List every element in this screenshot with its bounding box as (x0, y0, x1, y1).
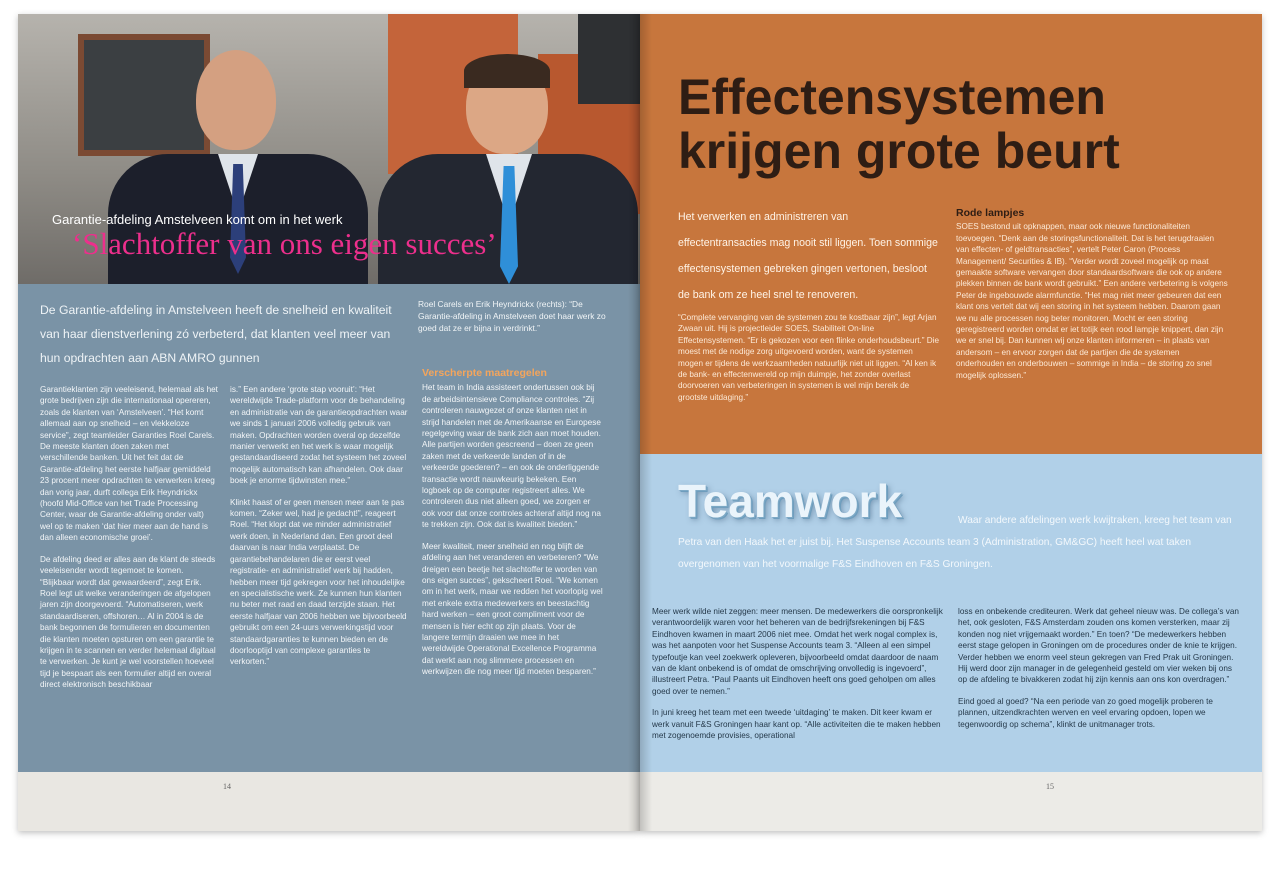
paragraph: In juni kreeg het team met een tweede ‘uitdaging’ te maken. Dit keer kwam er werk vanuit F&S Groningen haar kant op. “Alle activiteiten die te maken hebben met zogenoemde provisies, operational (652, 708, 941, 741)
article-intro: De Garantie-afdeling in Amstelveen heeft de snelheid en kwaliteit van haar dienstverlening zó verbeterd, dat klanten veel meer van hun opdrachten aan ABN AMRO gunnen (40, 303, 392, 365)
text-column-1 (652, 606, 948, 751)
paragraph: Het team in India assisteert ondertussen ook bij de arbeidsintensieve Compliance controles. “Zij controleren nauwgezet of onze klanten niet in strijd handelen met de Amerikaanse en Europese regelgeving waar de bank zich aan moet houden. Alle partijen worden gescreend – doen ze geen zaken met de verkeerde landen of in de verkeerde goederen? – en ook de onderliggende transactie wordt nauwkeurig bekeken. Een logboek op de computer registreert alles. We controleren dus niet alleen goed, we zorgen er ook voor dat onze controles achteraf altijd nog na te trekken zijn. Ook dat is kwaliteit bieden.” (422, 383, 601, 530)
teamwork-title: Teamwork (678, 475, 903, 527)
text-column-1 (678, 312, 940, 403)
page-number: 15 (1046, 782, 1054, 791)
text-column-3 (422, 368, 604, 688)
cover-photo (18, 14, 640, 284)
article-intro: Het verwerken en administreren van effectentransacties mag nooit stil liggen. Toen sommige effectensystemen gebreken gingen vertonen, besloot de bank om ze heel snel te renoveren. (678, 211, 938, 301)
paragraph: “Complete vervanging van de systemen zou te kostbaar zijn”, legt Arjan Zwaan uit. Hij is projectleider SOES, Stabiliteit On-line Effectensystemen. “Er is gekozen voor een flinke onderhoudsbeurt.” Die moest met de nodige zorg uitgevoerd worden, want de systemen mogen er tijdens de werkzaamheden natuurlijk niet uit liggen. “Al ken ik de bank- en effectenwereld op mijn duimpje, het zonder overlast doorvoeren van verbeteringen in systemen is wel mijn bereik de grootste uitdaging.” (678, 313, 940, 402)
teamwork-lead: Waar andere afdelingen werk kwijtraken, kreeg het team van Petra van den Haak het er juist bij. Het Suspense Accounts team 3 (Administration, GM&GC) heeft heel wat taken overgenomen van het voormalige F&S Eindhoven en F&S Groningen. (678, 515, 1232, 570)
paragraph: is.” Een andere ‘grote stap vooruit’: “Het wereldwijde Trade-platform voor de behandeling en administratie van de garantieopdrachten waar we sinds 1 januari 2006 volledig gebruik van maken. Opdrachten worden overal op dezelfde manier verwerkt en het werk is waar mogelijk gestandaardiseerd zodat het systeem het zoveel mogelijk automatisch kan afhandelen. Ook daar boek je enorme tijdwinsten mee.” (230, 385, 408, 486)
photo-caption: Roel Carels en Erik Heyndrickx (rechts): “De Garantie-afdeling in Amstelveen doet haar werk zo goed dat ze er bijna in verdrinkt.” (418, 299, 606, 333)
section-heading: Rode lampjes (956, 207, 1025, 219)
paragraph: Meer kwaliteit, meer snelheid en nog blijft de afdeling aan het veranderen en verbeteren? “We dreigen een beetje het slachtoffer te worden van ons eigen succes”, gekscheert Roel. “We komen om in het werk, maar we redden het voorlopig wel met enkele extra medewerkers en beestachtig hard werken – een groot compliment voor de mensen is hier echt op zijn plaats. Voor de langere termijn draaien we mee in het wereldwijde Operational Excellence Programma dat werkt aan nog slimmere processen en werkwijzen die nog meer tijd moeten besparen.” (422, 541, 603, 677)
text-column-2 (956, 208, 1228, 381)
paragraph: loss en onbekende crediteuren. Werk dat geheel nieuw was. De collega’s van het, ook gesloten, F&S Amsterdam zouden ons komen versterken, maar zij konden nog niet vrijgemaakt worden.” En toen? “De medewerkers hebben eerst stage gelopen in Groningen om de procedures onder de knie te krijgen. Verder hebben we enorm veel steun gekregen van Fred Prak uit Groningen. Hij werd door zijn manager in de gelegenheid gesteld om vier weken bij ons op de afdeling te bivakkeren zodat hij zijn kennis aan ons kon overdragen.” (958, 607, 1239, 685)
article-title: Effectensystemen krijgen grote beurt (678, 69, 1120, 179)
paragraph: Garantieklanten zijn veeleisend, helemaal als het grote bedrijven zijn die internationaal opereren, zoals de klanten van ‘Amstelveen’. “Het komt allemaal aan op snelheid – en vlekkeloze service”, zegt teamleider Garanties Roel Carels. De meeste klanten doen zaken met verschillende banken. Uit het feit dat de Garantie-afdeling het eerste halfjaar gemiddeld 23 procent meer opdrachten te verwerken kreeg dan vorig jaar, durft collega Erik Heyndrickx (hoofd Mid-Office van het Trade Processing Center, waar de Garantie-afdeling onder valt) wel op te maken ‘dat hier meer aan de hand is dan alleen economische groei’. (40, 385, 218, 543)
text-column-2 (230, 384, 410, 678)
teamwork-section (640, 454, 1262, 772)
paragraph: Eind goed al goed? “Na een periode van zo goed mogelijk proberen te plannen, uitzendkrachten werven en veel ervaring opdoen, lopen we tegenwoordig op schema”, klinkt de unitmanager trots. (958, 696, 1213, 729)
paragraph: SOES bestond uit opknappen, maar ook nieuwe functionaliteiten toevoegen. “Denk aan de storingsfunctionaliteit. Dat is het terugdraaien van effecten- of geldtransacties”, vertelt Peter Caron (Process Management/ Securities & IB). “Verder wordt zoveel mogelijk op maat gemaakte software vervangen door standaardsoftware die ook op andere plekken binnen de bank wordt gebruikt.” Een andere verbetering is volgens Peter de ingebouwde alarmfunctie. “Het mag niet meer gebeuren dat een klant ons vertelt dat wij een storing in het systeem hebben. Daarom gaan we nu alle processen nog beter monitoren. Mocht er een storing geregistreerd worden omdat er iet totijk een rood lampje knippert, dan zijn we er snel bij. Dan kunnen wij onze klanten informeren – in plaats van andersom – en ervoor zorgen dat de partijen die de systemen onderhouden en onderbouwen – sommige in India – de storing zo snel mogelijk oplossen.” (956, 222, 1228, 380)
paragraph: Meer werk wilde niet zeggen: meer mensen. De medewerkers die oorspronkelijk verantwoordelijk waren voor het beheren van de bedrijfsrekeningen bij F&S Eindhoven kwamen in maart 2006 niet mee. Omdat het werk nogal complex is, was het aanpoten voor het Suspense Accounts team 3. “Alleen al een simpel typefoutje kan veel zoekwerk opleveren, bijvoorbeeld omdat daardoor de naam van de klant onbekend is of omdat de omschrijving onvolledig is ingevoerd”, illustreert Petra. “Paul Paants uit Eindhoven heeft ons goed geholpen om alles goed over te nemen.” (652, 607, 943, 696)
text-column-1 (40, 384, 218, 701)
article-title: ‘Slachtoffer van ons eigen succes’ (72, 226, 497, 261)
left-page (18, 14, 640, 831)
article-subhead: Garantie-afdeling Amstelveen komt om in het werk (52, 212, 343, 227)
paragraph: De afdeling deed er alles aan de klant de steeds veeleisender wordt tegemoet te komen. “Blijkbaar wordt dat gewaardeerd”, zegt Erik. Roel legt uit welke veranderingen de afgelopen jaren zijn doorgevoerd. “Automatiseren, werk standaardiseren, offshoren… Al in 2004 is de bank begonnen de formulieren en documenten die klanten moeten opsturen om een garantie te krijgen in te scannen en verder helemaal digitaal te verwerken. Je kunt je wel voorstellen hoeveel tijd je bespaart als een formulier altijd en overal direct elektronisch beschikbaar (40, 554, 216, 690)
orange-section (640, 14, 1262, 454)
section-heading: Verscherpte maatregelen (422, 367, 547, 379)
left-body (18, 284, 640, 772)
page-number: 14 (223, 782, 231, 791)
text-column-2 (958, 606, 1240, 740)
paragraph: Klinkt haast of er geen mensen meer aan te pas komen. “Zeker wel, had je gedacht!”, reageert Roel. “Het klopt dat we minder administratief werk doen, in Nederland dan. Een groot deel daarvan is naar India verplaatst. De garantiebehandelaren die er eerst veel registratie- en administratief werk bij hadden, hebben meer tijd gekregen voor het inhoudelijke en specialistische werk. Ze kunnen hun klanten nu beter met raad en daad terzijde staan. Het eerste halfjaar van 2006 hebben we bijvoorbeeld gebruikt om een 24-uurs verwerkingstijd voor standaardgaranties te kunnen bieden en de doorlooptijd van complexe garanties te verkorten.” (230, 497, 407, 667)
right-page (640, 14, 1262, 831)
